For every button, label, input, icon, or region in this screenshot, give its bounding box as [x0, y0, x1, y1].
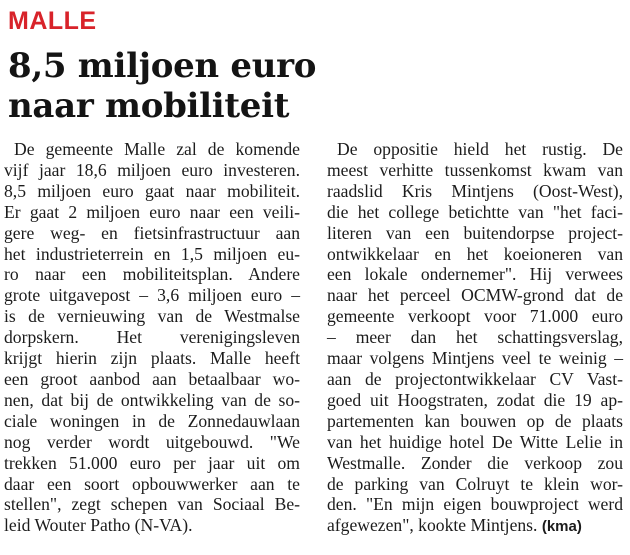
body-text-line: 8,5 miljoen euro gaat naar mobiliteit.: [4, 180, 300, 201]
body-text-line: nog verder wordt uitgebouwd. "We: [4, 431, 300, 452]
section-kicker: MALLE: [8, 7, 97, 35]
body-text-line: de parking van Colruyt te klein wor-: [327, 473, 623, 494]
body-text-line: – meer dan het schattingsverslag,: [327, 327, 623, 348]
body-text-line: afgewezen", kookte Mintjens. (kma): [327, 515, 582, 536]
body-text-line: leid Wouter Patho (N-VA).: [4, 515, 193, 536]
body-text-line: het industrieterrein en 1,5 miljoen eu-: [4, 243, 300, 264]
body-text-line: Westmalle. Zonder die verkoop zou: [327, 452, 623, 473]
body-text-line: vijf jaar 18,6 miljoen euro investeren.: [4, 159, 300, 180]
body-text-line: is de vernieuwing van de Westmalse: [4, 306, 300, 327]
body-text-line: ontwikkelaar en het koeioneren van: [327, 243, 623, 264]
body-text-line: naar het perceel OCMW-grond dat de: [327, 285, 623, 306]
body-text-line: van het huidige hotel De Witte Lelie in: [327, 431, 623, 452]
body-text-line: nen, dat bij de ontwikkeling van de so-: [4, 389, 300, 410]
body-text-line: De gemeente Malle zal de komende: [14, 139, 300, 159]
body-text-line: maar volgens Mintjens veel te weinig –: [327, 348, 623, 369]
body-text-line: gere weg- en fietsinfrastructuur aan: [4, 222, 300, 243]
body-text-line: ciale woningen in de Zonnedauwlaan: [4, 410, 300, 431]
body-column-right: [327, 139, 623, 538]
body-text-line: ro naar een mobiliteitsplan. Andere: [4, 264, 300, 285]
author-credit: (kma): [541, 518, 582, 536]
headline: [8, 46, 608, 126]
body-text-line: partementen kan bouwen op de plaats: [327, 410, 623, 431]
body-text-line: literen van een buitendorpse project-: [327, 222, 623, 243]
body-text-line: goed uit Hoogstraten, zodat die 19 ap-: [327, 389, 623, 410]
body-text-line: een lokale ondernemer". Hij verwees: [327, 264, 623, 285]
body-text-line: trekken 51.000 euro per jaar uit om: [4, 452, 300, 473]
body-text-line: meest verhitte tussenkomst kwam van: [327, 159, 623, 180]
body-text-line: De oppositie hield het rustig. De: [337, 139, 623, 159]
body-text-line: stellen", zegt schepen van Sociaal Be-: [4, 494, 300, 515]
body-text-line: dorpskern. Het verenigingsleven: [4, 327, 300, 348]
body-text-line: die het college betichtte van "het faci-: [327, 201, 623, 222]
headline-line: 8,5 miljoen euro: [8, 46, 317, 86]
body-text-line: raadslid Kris Mintjens (Oost-West),: [327, 180, 623, 201]
body-text-line: aan de projectontwikkelaar CV Vast-: [327, 368, 623, 389]
body-text-line: den. "En mijn eigen bouwproject werd: [327, 494, 623, 515]
body-text-line: een groot aanbod aan betaalbaar wo-: [4, 368, 300, 389]
body-column-left: [4, 139, 300, 536]
body-text-line: grote uitgavepost – 3,6 miljoen euro –: [4, 285, 300, 306]
body-text-line: gemeente verkoopt voor 71.000 euro: [327, 306, 623, 327]
body-text-line: krijgt hierin zijn plaats. Malle heeft: [4, 348, 300, 369]
body-text-line: Er gaat 2 miljoen euro naar een veili-: [4, 201, 300, 222]
headline-line: naar mobiliteit: [8, 86, 290, 126]
body-text-line: daar een soort opbouwwerker aan te: [4, 473, 300, 494]
